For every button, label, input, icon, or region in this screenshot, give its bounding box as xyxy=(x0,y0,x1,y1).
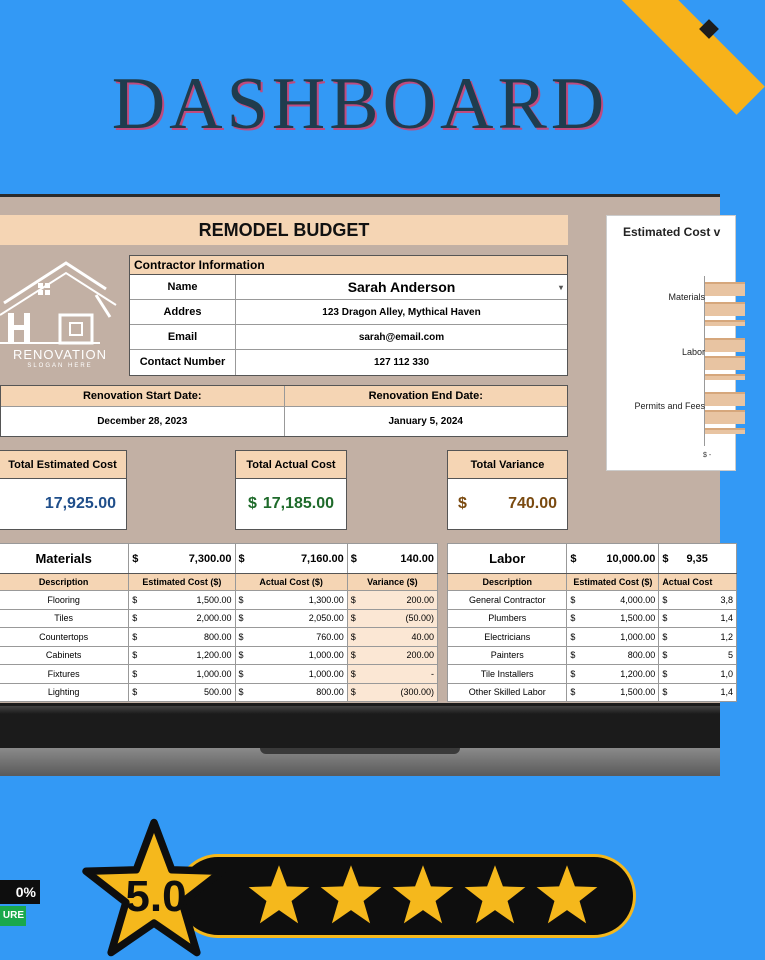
currency-symbol: $ xyxy=(350,594,356,605)
currency-symbol: $ xyxy=(132,594,138,605)
star-icon xyxy=(318,862,384,928)
column-header: Variance ($) xyxy=(347,574,437,591)
total-value: 7,300.00 xyxy=(188,552,232,565)
total-value: 7,160.00 xyxy=(300,552,344,565)
currency-symbol: $ xyxy=(662,594,668,605)
currency-symbol: $ xyxy=(570,687,576,698)
contractor-row-email xyxy=(130,325,567,350)
currency-symbol: $ xyxy=(238,552,245,565)
column-header: Description xyxy=(448,574,567,591)
chart-category-permits: Permits and Fees xyxy=(634,401,705,411)
contractor-label: Email xyxy=(130,325,236,349)
row-act-cell xyxy=(659,683,737,702)
logo-name: RENOVATION xyxy=(12,347,108,362)
chart-category-materials: Materials xyxy=(668,292,705,302)
cell-value: 500.00 xyxy=(203,687,232,698)
contractor-value: 123 Dragon Alley, Mythical Haven xyxy=(322,307,481,318)
currency-symbol: $ xyxy=(662,668,668,679)
row-var-cell xyxy=(347,646,437,665)
star-icon xyxy=(534,862,600,928)
cell-value: 800.00 xyxy=(203,631,232,642)
currency-symbol: $ xyxy=(238,650,244,661)
row-act-cell xyxy=(235,646,347,665)
total-estimated-value: 17,925.00 xyxy=(44,495,116,512)
cell-value: 200.00 xyxy=(406,650,434,661)
cell-value: 1,500.00 xyxy=(620,687,656,698)
row-var-cell xyxy=(347,665,437,684)
row-est-cell xyxy=(567,591,659,610)
badge-label: URE xyxy=(0,906,26,926)
total-actual-label: Total Actual Cost xyxy=(236,451,346,479)
total-variance-value: 740.00 xyxy=(508,495,557,512)
materials-section-title: Materials xyxy=(0,544,129,574)
cell-value: 1,000.00 xyxy=(620,631,656,642)
column-header: Description xyxy=(0,574,129,591)
cell-value: (50.00) xyxy=(405,613,434,624)
table-row xyxy=(0,609,438,628)
contractor-label: Contact Number xyxy=(130,350,236,375)
currency-symbol: $ xyxy=(238,594,244,605)
logo-slogan: SLOGAN HERE xyxy=(27,363,93,369)
row-est-cell xyxy=(129,665,235,684)
guarantee-badge xyxy=(0,870,46,934)
row-est-cell xyxy=(567,609,659,628)
currency-symbol: $ xyxy=(132,650,138,661)
cell-value: - xyxy=(431,668,434,679)
row-description: Flooring xyxy=(0,591,129,610)
table-row xyxy=(0,683,438,702)
currency-symbol: $ xyxy=(350,687,356,698)
cell-value: 1,500.00 xyxy=(196,594,232,605)
row-description: Fixtures xyxy=(0,665,129,684)
dropdown-arrow-icon[interactable]: ▾ xyxy=(558,283,563,292)
badge-percent: 0% xyxy=(0,880,40,904)
cell-value: 1,200.00 xyxy=(196,650,232,661)
currency-symbol: $ xyxy=(350,631,356,642)
row-var-cell xyxy=(347,591,437,610)
row-description: Painters xyxy=(448,646,567,665)
row-description: Lighting xyxy=(0,683,129,702)
chart-bar-materials-2 xyxy=(705,302,745,316)
contractor-info-heading: Contractor Information xyxy=(130,256,567,275)
cell-value: 800.00 xyxy=(627,650,656,661)
contractor-label: Name xyxy=(130,275,236,299)
row-var-cell xyxy=(347,609,437,628)
cell-value: 1,300.00 xyxy=(308,594,344,605)
labor-act-total xyxy=(659,544,737,574)
currency-symbol: $ xyxy=(238,687,244,698)
row-description: Cabinets xyxy=(0,646,129,665)
currency-symbol: $ xyxy=(662,687,668,698)
cell-value: 2,000.00 xyxy=(196,613,232,624)
dates-value-row xyxy=(1,406,567,436)
star-icon xyxy=(462,862,528,928)
currency-symbol: $ xyxy=(458,495,467,512)
star-icon xyxy=(390,862,456,928)
row-var-cell xyxy=(347,628,437,647)
cell-value: 2,050.00 xyxy=(308,613,344,624)
star-icon xyxy=(246,862,312,928)
contractor-row-address xyxy=(130,300,567,325)
materials-act-total xyxy=(235,544,347,574)
chart-category-labor: Labor xyxy=(681,347,705,357)
row-var-cell xyxy=(347,683,437,702)
row-description: Plumbers xyxy=(448,609,567,628)
currency-symbol: $ xyxy=(132,687,138,698)
row-est-cell xyxy=(567,628,659,647)
chart-bar-permits-2 xyxy=(705,410,745,424)
total-value: 140.00 xyxy=(400,552,434,565)
chart-bar-materials-3 xyxy=(705,320,745,326)
cell-value: 1,2 xyxy=(720,631,733,642)
total-variance-label: Total Variance xyxy=(448,451,567,479)
end-date-label: Renovation End Date: xyxy=(285,386,568,406)
cell-value: 1,4 xyxy=(720,613,733,624)
laptop-screen xyxy=(0,197,733,703)
column-header: Estimated Cost ($) xyxy=(129,574,235,591)
currency-symbol: $ xyxy=(570,552,577,565)
currency-symbol: $ xyxy=(570,631,576,642)
total-actual-box xyxy=(236,479,346,529)
table-row xyxy=(0,628,438,647)
column-header: Estimated Cost ($) xyxy=(567,574,659,591)
row-act-cell xyxy=(235,683,347,702)
row-act-cell xyxy=(235,591,347,610)
row-act-cell xyxy=(235,609,347,628)
total-variance-box xyxy=(448,479,567,529)
row-description: Electricians xyxy=(448,628,567,647)
contractor-name-select[interactable] xyxy=(236,275,567,299)
total-estimated-label: Total Estimated Cost xyxy=(0,451,126,479)
labor-section-title: Labor xyxy=(448,544,567,574)
currency-symbol: $ xyxy=(238,613,244,624)
cell-value: 1,000.00 xyxy=(196,668,232,679)
table-row xyxy=(448,646,737,665)
cell-value: 1,200.00 xyxy=(620,668,656,679)
renovation-logo xyxy=(0,255,126,373)
column-header: Actual Cost ($) xyxy=(235,574,347,591)
contractor-row-contact xyxy=(130,350,567,375)
currency-symbol: $ xyxy=(238,631,244,642)
chart-bar-labor-3 xyxy=(705,374,745,380)
cell-value: 800.00 xyxy=(316,687,344,698)
materials-var-total xyxy=(347,544,437,574)
dates-header-row xyxy=(1,386,567,406)
chart-bar-labor-1 xyxy=(705,338,745,352)
currency-symbol: $ xyxy=(350,552,357,565)
currency-symbol: $ xyxy=(247,495,257,512)
cell-value: 1,000.00 xyxy=(308,650,344,661)
row-act-cell xyxy=(235,665,347,684)
cell-value: 40.00 xyxy=(411,631,434,642)
total-actual-value: 17,185.00 xyxy=(262,495,335,512)
row-description: Countertops xyxy=(0,628,129,647)
end-date-value: January 5, 2024 xyxy=(388,416,463,427)
page-headline: DASHBOARD xyxy=(111,63,609,145)
table-row xyxy=(0,665,438,684)
currency-symbol: $ xyxy=(570,613,576,624)
labor-table xyxy=(447,543,737,702)
rating-score: 5.0 xyxy=(125,872,187,921)
row-est-cell xyxy=(129,683,235,702)
column-header: Actual Cost xyxy=(659,574,737,591)
materials-est-total xyxy=(129,544,235,574)
currency-symbol: $ xyxy=(350,668,356,679)
labor-header-row xyxy=(448,574,737,591)
total-variance-card xyxy=(447,450,568,530)
cell-value: 3,8 xyxy=(720,594,733,605)
table-row xyxy=(0,591,438,610)
chart-tick-zero: $ - xyxy=(703,452,712,459)
labor-summary-row xyxy=(448,544,737,574)
contractor-value: 127 112 330 xyxy=(373,357,430,368)
currency-symbol: $ xyxy=(132,552,139,565)
total-actual-card xyxy=(235,450,347,530)
cell-value: (300.00) xyxy=(400,687,434,698)
materials-header-row xyxy=(0,574,438,591)
row-description: Tiles xyxy=(0,609,129,628)
row-est-cell xyxy=(129,609,235,628)
chart-title: Estimated Cost v xyxy=(623,225,721,239)
row-est-cell xyxy=(567,646,659,665)
currency-symbol: $ xyxy=(570,668,576,679)
chart-bar-labor-2 xyxy=(705,356,745,370)
cell-value: 5 xyxy=(727,650,733,661)
currency-symbol: $ xyxy=(350,650,356,661)
table-row xyxy=(448,683,737,702)
keyboard-edge xyxy=(0,706,720,714)
cell-value: 1,000.00 xyxy=(308,668,344,679)
table-row xyxy=(448,665,737,684)
row-description: Other Skilled Labor xyxy=(448,683,567,702)
labor-est-total xyxy=(567,544,659,574)
row-act-cell xyxy=(659,646,737,665)
currency-symbol: $ xyxy=(570,650,576,661)
laptop-notch xyxy=(260,748,460,754)
contractor-label: Addres xyxy=(130,300,236,324)
row-act-cell xyxy=(659,591,737,610)
cell-value: 1,500.00 xyxy=(620,613,656,624)
chart-bar-materials-1 xyxy=(705,282,745,296)
total-value: 10,000.00 xyxy=(606,552,656,565)
contractor-value: Sarah Anderson xyxy=(347,279,456,295)
row-act-cell xyxy=(659,609,737,628)
table-row xyxy=(448,628,737,647)
cell-value: 760.00 xyxy=(316,631,344,642)
row-est-cell xyxy=(129,628,235,647)
table-row xyxy=(448,591,737,610)
currency-symbol: $ xyxy=(132,613,138,624)
row-est-cell xyxy=(567,683,659,702)
cell-value: 1,0 xyxy=(720,668,733,679)
contractor-row-name xyxy=(130,275,567,300)
start-date-label: Renovation Start Date: xyxy=(1,386,285,406)
currency-symbol: $ xyxy=(238,668,244,679)
total-value: 9,35 xyxy=(686,552,708,565)
row-act-cell xyxy=(659,665,737,684)
house-logo-icon xyxy=(0,255,126,347)
row-act-cell xyxy=(659,628,737,647)
currency-symbol: $ xyxy=(662,650,668,661)
renovation-dates xyxy=(0,385,568,437)
currency-symbol: $ xyxy=(662,631,668,642)
row-est-cell xyxy=(129,591,235,610)
sheet-title: REMODEL BUDGET xyxy=(0,215,568,245)
contractor-info-table xyxy=(129,255,568,376)
row-est-cell xyxy=(129,646,235,665)
total-estimated-card xyxy=(0,450,127,530)
currency-symbol: $ xyxy=(570,594,576,605)
table-row xyxy=(0,646,438,665)
table-row xyxy=(448,609,737,628)
row-est-cell xyxy=(567,665,659,684)
rating-stars xyxy=(246,862,600,928)
currency-symbol: $ xyxy=(662,552,669,565)
start-date-value: December 28, 2023 xyxy=(1,407,285,436)
currency-symbol: $ xyxy=(132,668,138,679)
contractor-value: sarah@email.com xyxy=(358,332,445,343)
currency-symbol: $ xyxy=(350,613,356,624)
materials-table xyxy=(0,543,438,702)
estimated-cost-chart xyxy=(606,215,736,471)
materials-summary-row xyxy=(0,544,438,574)
currency-symbol: $ xyxy=(132,631,138,642)
chart-bar-permits-1 xyxy=(705,392,745,406)
row-act-cell xyxy=(235,628,347,647)
row-description: Tile Installers xyxy=(448,665,567,684)
currency-symbol: $ xyxy=(662,613,668,624)
row-description: General Contractor xyxy=(448,591,567,610)
cell-value: 200.00 xyxy=(406,594,434,605)
cell-value: 1,4 xyxy=(720,687,733,698)
chart-bar-permits-3 xyxy=(705,428,745,434)
cell-value: 4,000.00 xyxy=(620,594,656,605)
